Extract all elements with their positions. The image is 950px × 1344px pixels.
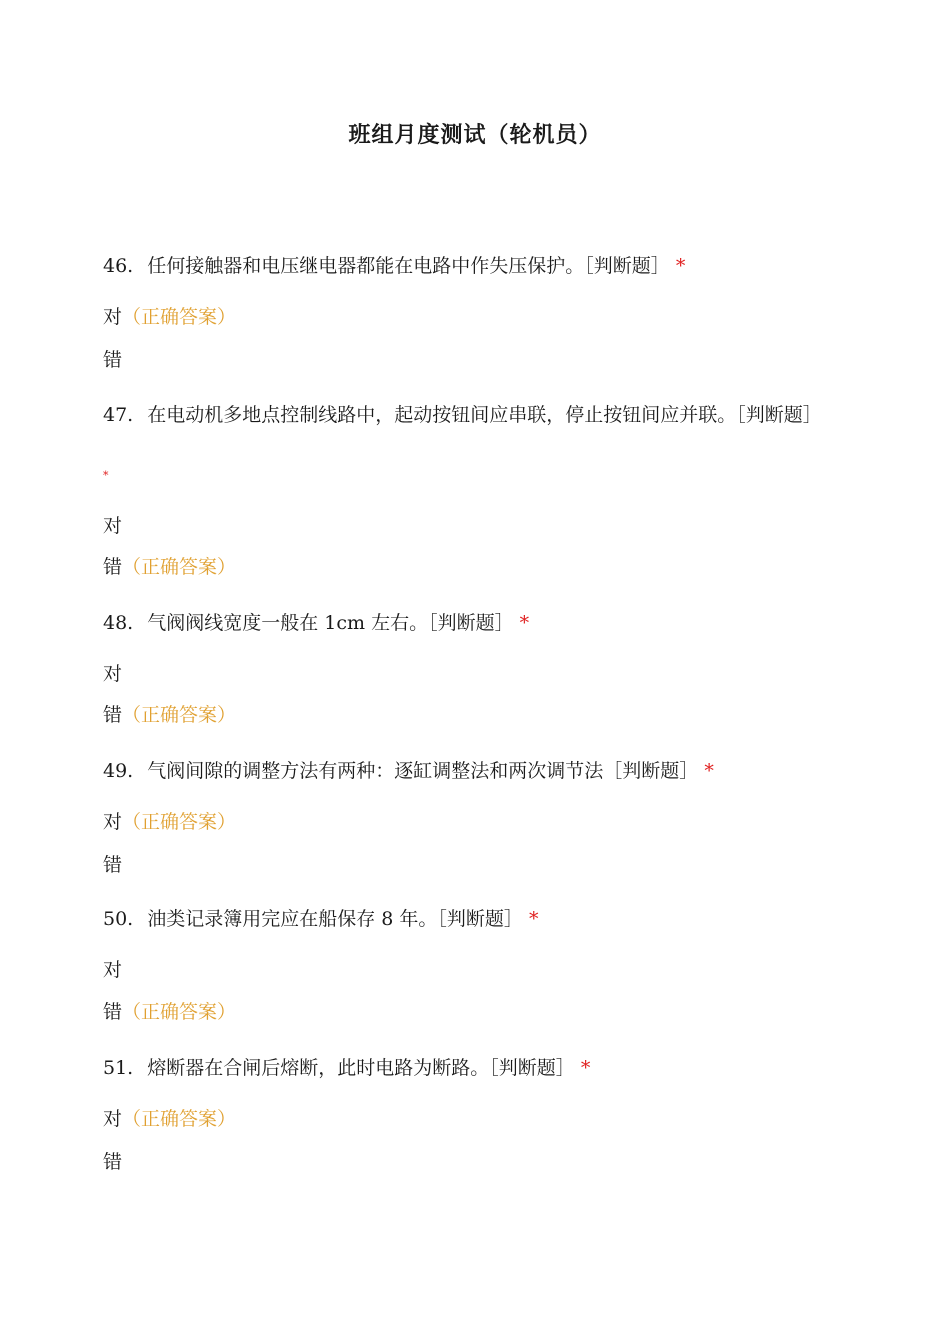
page-title: 班组月度测试（轮机员） — [348, 123, 602, 148]
required-mark: * — [519, 612, 530, 634]
question-number: 49. — [103, 760, 134, 782]
question-number: 46. — [103, 255, 134, 277]
question-text: 熔断器在合闸后熔断，此时电路为断路。［判断题］ — [147, 1057, 575, 1079]
question-text: 任何接触器和电压继电器都能在电路中作失压保护。［判断题］ — [147, 255, 670, 277]
option-label: 对 — [103, 515, 123, 537]
correct-answer-mark: （正确答案） — [122, 306, 237, 328]
correct-answer-mark: （正确答案） — [122, 1108, 237, 1130]
question-text: 气阀阀线宽度一般在 1cm 左右。［判断题］ — [147, 612, 514, 634]
question-number: 47. — [103, 404, 134, 426]
required-mark: * — [528, 908, 539, 930]
option-label: 错 — [103, 349, 123, 371]
option-true[interactable] — [103, 662, 122, 686]
option-true[interactable] — [103, 514, 122, 538]
option-true[interactable] — [103, 958, 122, 982]
correct-answer-mark: （正确答案） — [122, 811, 237, 833]
option-true[interactable] — [103, 305, 236, 329]
required-mark: * — [580, 1057, 591, 1079]
option-label: 对 — [103, 1108, 123, 1130]
option-label: 对 — [103, 306, 123, 328]
question-51 — [103, 1056, 843, 1080]
option-label: 错 — [103, 1001, 123, 1023]
option-label: 错 — [103, 704, 123, 726]
question-number: 48. — [103, 612, 134, 634]
option-false[interactable] — [103, 1000, 236, 1024]
question-50 — [103, 907, 843, 931]
option-label: 错 — [103, 556, 123, 578]
correct-answer-mark: （正确答案） — [122, 704, 237, 726]
option-label: 对 — [103, 959, 123, 981]
option-false[interactable] — [103, 1150, 122, 1174]
required-mark: * — [675, 255, 686, 277]
option-label: 对 — [103, 663, 123, 685]
required-mark: * — [103, 469, 109, 482]
question-47 — [103, 403, 843, 427]
question-46 — [103, 254, 843, 278]
option-label: 对 — [103, 811, 123, 833]
option-label: 错 — [103, 1151, 123, 1173]
correct-answer-mark: （正确答案） — [122, 556, 237, 578]
question-49 — [103, 759, 843, 783]
question-number: 51. — [103, 1057, 134, 1079]
option-label: 错 — [103, 854, 123, 876]
option-false[interactable] — [103, 555, 236, 579]
option-false[interactable] — [103, 703, 236, 727]
question-48 — [103, 611, 843, 635]
option-true[interactable] — [103, 1107, 236, 1131]
question-text: 油类记录簿用完应在船保存 8 年。［判断题］ — [147, 908, 523, 930]
option-false[interactable] — [103, 853, 122, 877]
required-mark: * — [704, 760, 714, 782]
correct-answer-mark: （正确答案） — [122, 1001, 237, 1023]
option-false[interactable] — [103, 348, 122, 372]
option-true[interactable] — [103, 810, 236, 834]
question-text: 在电动机多地点控制线路中，起动按钮间应串联，停止按钮间应并联。［判断题］ — [147, 404, 822, 426]
question-text: 气阀间隙的调整方法有两种：逐缸调整法和两次调节法［判断题］ — [147, 760, 699, 782]
question-number: 50. — [103, 908, 134, 930]
